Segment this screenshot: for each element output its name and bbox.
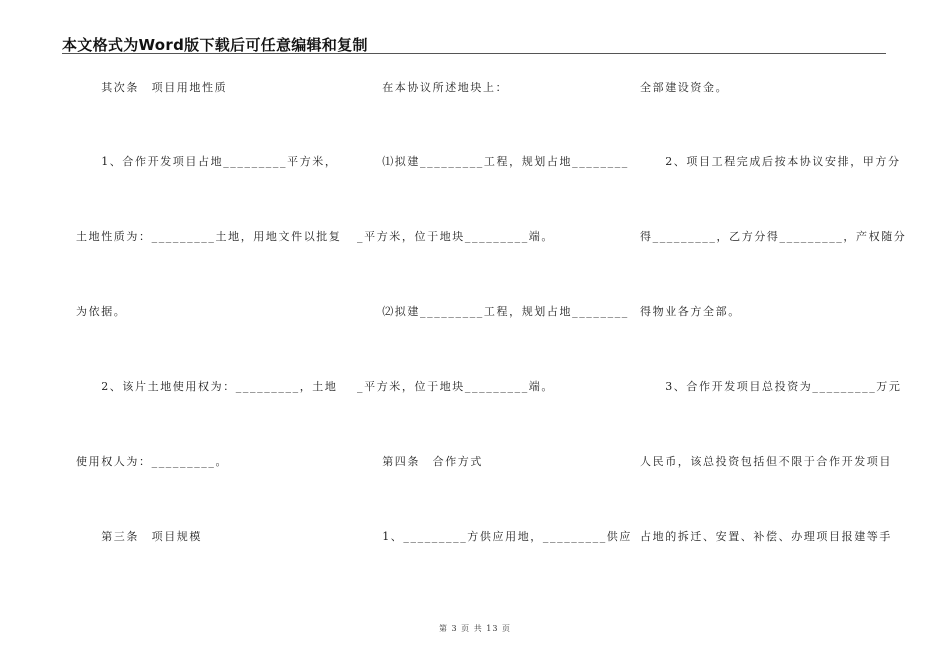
document-header-title: 本文格式为Word版下载后可任意编辑和复制 [62, 36, 368, 54]
text-line: 1、合作开发项目占地_________平方米， [76, 155, 338, 168]
text-line: 土地性质为：_________土地，用地文件以批复 [76, 230, 342, 243]
text-line: 全部建设资金。 [640, 81, 729, 94]
text-line: _平方米，位于地块_________端。 [357, 380, 554, 393]
text-line: 3、合作开发项目总投资为_________万元 [640, 380, 902, 393]
text-line: 其次条 项目用地性质 [76, 81, 228, 94]
text-line: ⑴拟建_________工程，规划占地________ [357, 155, 629, 168]
text-line: 2、项目工程完成后按本协议安排，甲方分 [640, 155, 901, 168]
text-line: 占地的拆迁、安置、补偿、办理项目报建等手 [640, 530, 892, 543]
text-line: _平方米，位于地块_________端。 [357, 230, 554, 243]
text-line: 在本协议所述地块上： [357, 81, 509, 94]
text-line: 人民币，该总投资包括但不限于合作开发项目 [640, 455, 892, 468]
text-column-1 [76, 0, 342, 672]
page-number-footer: 第 3 页 共 13 页 [439, 624, 511, 633]
text-column-2 [357, 0, 632, 672]
text-line: 2、该片土地使用权为：_________，土地 [76, 380, 338, 393]
text-line: 1、_________方供应用地，_________供应 [357, 530, 632, 543]
text-line: 得物业各方全部。 [640, 305, 741, 318]
text-column-3 [640, 0, 907, 672]
text-line: ⑵拟建_________工程，规划占地________ [357, 305, 629, 318]
text-line: 得_________，乙方分得_________，产权随分 [640, 230, 907, 243]
text-line: 第三条 项目规模 [76, 530, 202, 543]
text-line: 第四条 合作方式 [357, 455, 483, 468]
text-line: 为依据。 [76, 305, 127, 318]
text-line: 使用权人为：_________。 [76, 455, 229, 468]
